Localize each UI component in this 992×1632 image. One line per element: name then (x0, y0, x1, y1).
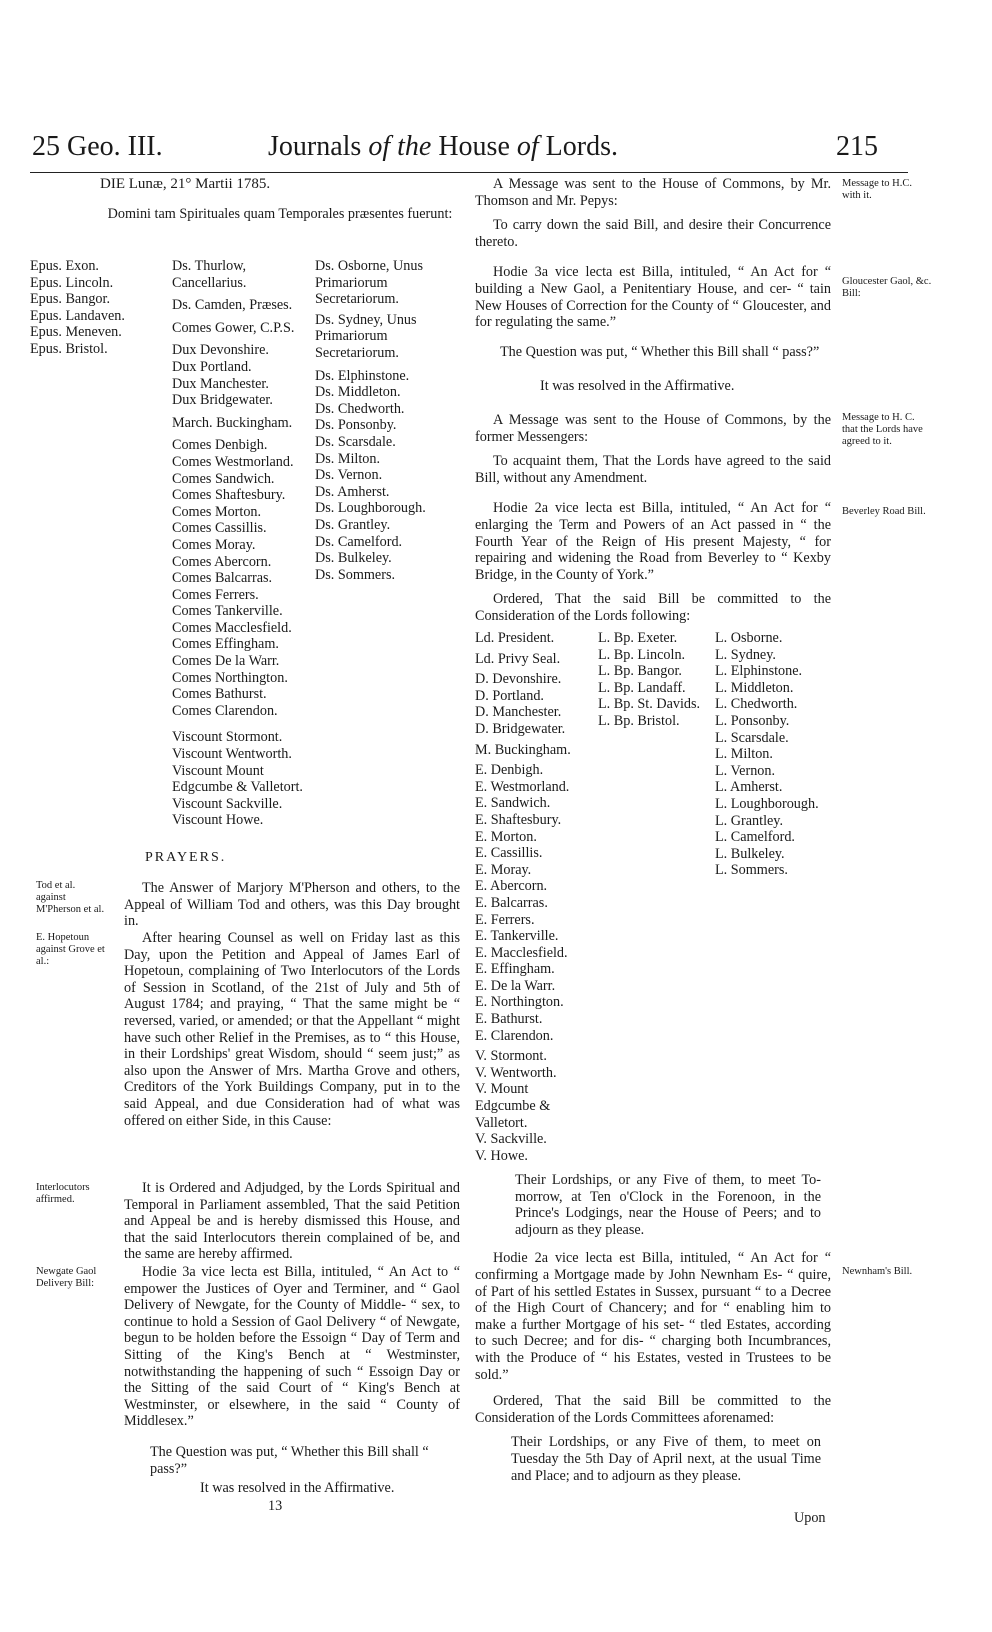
lord-entry: Comes Morton. (172, 503, 262, 520)
committee-col1 (475, 630, 585, 1164)
lord-entry: Viscount Stormont. (172, 729, 283, 746)
lord-entry: Ds. Sydney, Unus Primariorum Secretariorum. (315, 311, 417, 361)
lord-entry: Comes Moray. (172, 536, 256, 553)
committee-entry: L. Middleton. (715, 679, 794, 696)
margin-note-message-hc: Message to H.C. with it. (842, 178, 912, 201)
margin-note-tod: Tod et al. against M'Pherson et al. (36, 880, 105, 915)
lord-entry: Viscount Mount Edgcumbe & Valletort. (172, 762, 303, 796)
prayers-heading: PRAYERS. (145, 850, 227, 865)
committee-entry: E. Bathurst. (475, 1011, 543, 1028)
committee-entry: E. Moray. (475, 861, 532, 878)
lord-entry: Dux Portland. (172, 358, 252, 375)
page-number: 215 (836, 131, 878, 162)
committee-entry: L. Loughborough. (715, 795, 819, 812)
header-rule (30, 172, 908, 173)
right-column-top (475, 176, 831, 331)
lord-entry: Ds. Bulkeley. (315, 550, 392, 567)
newgate-resolved: It was resolved in the Affirmative. (200, 1480, 395, 1496)
lord-entry: Ds. Middleton. (315, 384, 401, 401)
bishop-entry: Epus. Meneven. (30, 324, 122, 341)
gloucester-question: The Question was put, “ Whether this Bill shall “ pass?” (500, 344, 820, 360)
lord-entry: Viscount Howe. (172, 812, 264, 829)
committee-entry: L. Bulkeley. (715, 845, 785, 862)
committee-entry: E. Abercorn. (475, 878, 548, 895)
interlocutors-paragraph: It is Ordered and Adjudged, by the Lords Spiritual and Temporal in Parliament assembled, That the said Petition and Appeal be and is hereby dismissed this House, and that the said Interlocutors therein complained of be, and the same are hereby affirmed. (124, 1180, 460, 1263)
lord-entry: Ds. Thurlow, Cancellarius. (172, 258, 247, 291)
hopetoun-paragraph: After hearing Counsel as well on Friday last as this Day, upon the Petition and Appeal of James Earl of Hopetoun, complaining of Two Interlocutors of the Lords of Session in Scotland, of the 21st of July and 5th of August 1784; and praying, “ That the same might be “ reversed, varied, or amended; or that the Appellant “ might have such other Relief in the Premises, as to “ this House, in their Lordships' great Wisdom, should “ seem just;” as also upon the Answer of Mrs. Martha Grove and others, Creditors of the York Buildings Company, put in to the said Appeal, and due Consideration had of what was offered on either Side, in this Cause: (124, 930, 460, 1129)
meet2-paragraph: Their Lordships, or any Five of them, to meet on Tuesday the 5th Day of April next, at the usual Time and Place; and to adjourn as they please. (511, 1434, 821, 1484)
lord-entry: March. Buckingham. (172, 414, 293, 431)
committee-entry: V. Howe. (475, 1147, 528, 1164)
committee-entry: D. Bridgewater. (475, 720, 566, 737)
date-line: DIE Lunæ, 21° Martii 1785. (100, 176, 271, 192)
committee-entry: L. Sydney. (715, 646, 776, 663)
lord-entry: Ds. Sommers. (315, 566, 396, 583)
lord-entry: Viscount Sackville. (172, 795, 283, 812)
committee-entry: L. Bp. St. Davids. (598, 696, 701, 713)
committee-entry: E. Cassillis. (475, 845, 543, 862)
lord-entry: Comes Abercorn. (172, 553, 272, 570)
committee-entry: L. Osborne. (715, 630, 783, 646)
lord-entry: Comes Shaftesbury. (172, 487, 286, 504)
committee-entry: L. Bp. Landaff. (598, 679, 686, 696)
margin-note-message-agreed: Message to H. C. that the Lords have agreed to it. (842, 412, 923, 447)
lords-list-col2 (172, 258, 307, 829)
lord-entry: Comes Sandwich. (172, 470, 275, 487)
committee-entry: L. Grantley. (715, 812, 784, 829)
title-word: of (368, 131, 391, 162)
hopetoun-paragraph-block (124, 930, 460, 1129)
lord-entry: Ds. Grantley. (315, 516, 391, 533)
committee-entry: E. Northington. (475, 994, 564, 1011)
committee-col3 (715, 630, 835, 879)
lord-entry: Ds. Camden, Præses. (172, 297, 293, 314)
present-heading: Domini tam Spirituales quam Temporales præsentes fuerunt: (107, 206, 453, 222)
lord-entry: Comes Cassillis. (172, 520, 267, 537)
ordered-paragraph: Ordered, That the said Bill be committed to the Consideration of the Lords following: (475, 591, 831, 624)
committee-entry: E. Effingham. (475, 961, 555, 978)
committee-entry: L. Elphinstone. (715, 663, 803, 680)
acquaint-paragraph: To acquaint them, That the Lords have agreed to the said Bill, without any Amendment. (475, 453, 831, 486)
margin-note-beverley: Beverley Road Bill. (842, 506, 926, 517)
title-word: House (438, 131, 510, 162)
lord-entry: Ds. Vernon. (315, 467, 383, 484)
committee-entry: E. Clarendon. (475, 1027, 554, 1044)
committee-entry: E. Shaftesbury. (475, 811, 562, 828)
lord-entry: Comes Gower, C.P.S. (172, 319, 295, 336)
margin-note-hopetoun: E. Hopetoun against Grove et al.: (36, 932, 105, 967)
lord-entry: Comes Westmorland. (172, 453, 294, 470)
committee-entry: E. Tankerville. (475, 928, 559, 945)
lord-entry: Dux Manchester. (172, 375, 269, 392)
lord-entry: Ds. Elphinstone. (315, 367, 410, 384)
signature-mark: 13 (268, 1498, 283, 1514)
committee-entry: L. Scarsdale. (715, 729, 789, 746)
committee-entry: E. Denbigh. (475, 762, 544, 779)
message1-paragraph: A Message was sent to the House of Commons, by Mr. Thomson and Mr. Pepys: (475, 176, 831, 209)
committee-entry: L. Sommers. (715, 862, 788, 879)
committee-entry: Ld. Privy Seal. (475, 650, 561, 667)
lord-entry: Ds. Amherst. (315, 483, 390, 500)
bishop-entry: Epus. Exon. (30, 258, 99, 274)
committee-entry: E. Morton. (475, 828, 537, 845)
tod-paragraph-block (124, 880, 460, 930)
bishop-entry: Epus. Bristol. (30, 340, 108, 357)
lord-entry: Ds. Milton. (315, 450, 381, 467)
gloucester-paragraph: Hodie 3a vice lecta est Billa, intituled, “ An Act for “ building a New Gaol, a Penitentiary House, and cer- “ tain New Houses of Correction for the County of “ Gloucester, and for regulating the same.” (475, 264, 831, 331)
ordered2-paragraph: Ordered, That the said Bill be committed to the Consideration of the Lords Committees aforenamed: (475, 1393, 831, 1426)
title-word: the (397, 131, 432, 162)
title-word: Lords. (545, 131, 618, 162)
beverley-paragraph: Hodie 2a vice lecta est Billa, intituled, “ An Act for “ enlarging the Term and Powers of an Act passed in “ the Fourth Year of the Reign of His present Majesty, “ for repairing and widening the Road from Beverley to “ Kexby Bridge, in the County of York.” (475, 500, 831, 583)
newnham-paragraph: Hodie 2a vice lecta est Billa, intituled, “ An Act for “ confirming a Mortgage made by John Newnham Es- “ quire, of Part of his settled Estates in Sussex, pursuant “ to a Decree of the High Court of Chancery; and for “ enabling him to make a further Mortgage of his set- “ tled Estates, according to such Decree; and for dis- “ charging both Incumbrances, with the Produce of “ his Estates, vested in Trustees to be sold.” (475, 1250, 831, 1383)
newgate-question: The Question was put, “ Whether this Bill shall “ pass?” (150, 1444, 429, 1477)
bishops-list (30, 258, 140, 358)
lord-entry: Comes Ferrers. (172, 586, 259, 603)
lord-entry: Comes Effingham. (172, 636, 279, 653)
margin-note-newgate: Newgate Gaol Delivery Bill: (36, 1266, 97, 1289)
lord-entry: Comes Clarendon. (172, 702, 278, 719)
title-word: of (516, 131, 539, 162)
right-column-middle (475, 412, 831, 625)
lord-entry: Dux Bridgewater. (172, 392, 273, 409)
committee-entry: D. Devonshire. (475, 671, 562, 688)
newgate-paragraph: Hodie 3a vice lecta est Billa, intituled, “ An Act to “ empower the Justices of Oyer and Terminer, and “ Gaol Delivery of Newgate, for the County of Middle- “ sex, to continue to hold a Session of Gaol Delivery “ of Newgate, begun to be holden before the Essoign “ Day of Term and Sitting of the King's Bench at “ Westminster, notwithstanding the happening of such “ Essoign Day or the Sitting of the said Court of “ King's Bench at Westminster, or elsewhere, in the said “ County of Middlesex.” (124, 1264, 460, 1430)
lord-entry: Comes Balcarras. (172, 570, 273, 587)
bishop-entry: Epus. Bangor. (30, 291, 110, 308)
committee-entry: E. Sandwich. (475, 795, 551, 812)
committee-entry: L. Camelford. (715, 829, 795, 846)
gloucester-resolved: It was resolved in the Affirmative. (540, 378, 735, 394)
running-head-title (268, 132, 618, 162)
lord-entry: Ds. Loughborough. (315, 500, 426, 517)
committee-entry: V. Mount Edgcumbe & Valletort. (475, 1081, 551, 1131)
lord-entry: Comes Tankerville. (172, 603, 283, 620)
lord-entry: Comes Bathurst. (172, 686, 267, 703)
message2-paragraph: A Message was sent to the House of Commons, by the former Messengers: (475, 412, 831, 445)
lord-entry: Ds. Scarsdale. (315, 433, 396, 450)
lord-entry: Ds. Ponsonby. (315, 417, 397, 434)
carry-paragraph: To carry down the said Bill, and desire their Concurrence thereto. (475, 217, 831, 250)
lord-entry: Comes Macclesfield. (172, 619, 292, 636)
committee-entry: D. Manchester. (475, 704, 562, 721)
lord-entry: Ds. Osborne, Unus Primariorum Secretariorum. (315, 258, 423, 308)
meet1-paragraph: Their Lordships, or any Five of them, to meet To-morrow, at Ten o'Clock in the Forenoon, in the Prince's Lodgings, near the House of Peers; and to adjourn as they please. (515, 1172, 821, 1238)
committee-entry: E. De la Warr. (475, 977, 556, 994)
right-column-bottom (475, 1172, 831, 1484)
margin-note-newnham: Newnham's Bill. (842, 1266, 913, 1277)
title-word: Journals (268, 131, 362, 162)
margin-note-gloucester: Gloucester Gaol, &c. Bill: (842, 276, 932, 299)
committee-entry: V. Wentworth. (475, 1064, 557, 1081)
lord-entry: Viscount Wentworth. (172, 746, 292, 763)
committee-entry: L. Chedworth. (715, 696, 798, 713)
lord-entry: Ds. Chedworth. (315, 400, 405, 417)
committee-entry: L. Bp. Lincoln. (598, 646, 686, 663)
bishop-entry: Epus. Landaven. (30, 307, 125, 324)
committee-entry: L. Milton. (715, 746, 773, 763)
lord-entry: Ds. Camelford. (315, 533, 403, 550)
committee-entry: V. Sackville. (475, 1131, 547, 1148)
lord-entry: Comes Denbigh. (172, 437, 268, 454)
lord-entry: Dux Devonshire. (172, 342, 269, 359)
committee-entry: M. Buckingham. (475, 741, 571, 758)
committee-entry: Ld. President. (475, 630, 555, 646)
committee-entry: L. Bp. Bangor. (598, 663, 682, 680)
committee-entry: L. Bp. Bristol. (598, 712, 680, 729)
committee-col2 (598, 630, 710, 730)
committee-entry: E. Westmorland. (475, 778, 570, 795)
committee-entry: D. Portland. (475, 687, 544, 704)
lords-list-col3 (315, 258, 460, 583)
committee-entry: L. Amherst. (715, 779, 783, 796)
bishop-entry: Epus. Lincoln. (30, 274, 114, 291)
committee-entry: L. Vernon. (715, 762, 776, 779)
committee-entry: E. Balcarras. (475, 894, 548, 911)
catchword: Upon (794, 1510, 826, 1526)
interlocutors-paragraph-block (124, 1180, 460, 1263)
lord-entry: Comes De la Warr. (172, 653, 280, 670)
committee-entry: V. Stormont. (475, 1048, 547, 1065)
committee-entry: E. Macclesfield. (475, 944, 568, 961)
margin-note-interlocutors: Interlocutors affirmed. (36, 1182, 90, 1205)
committee-entry: L. Ponsonby. (715, 712, 790, 729)
tod-paragraph: The Answer of Marjory M'Pherson and others, to the Appeal of William Tod and others, was this Day brought in. (124, 880, 460, 930)
committee-entry: E. Ferrers. (475, 911, 535, 928)
running-head-left: 25 Geo. III. (32, 131, 163, 162)
newgate-paragraph-block (124, 1264, 460, 1430)
lord-entry: Comes Northington. (172, 669, 288, 686)
committee-entry: L. Bp. Exeter. (598, 630, 678, 646)
